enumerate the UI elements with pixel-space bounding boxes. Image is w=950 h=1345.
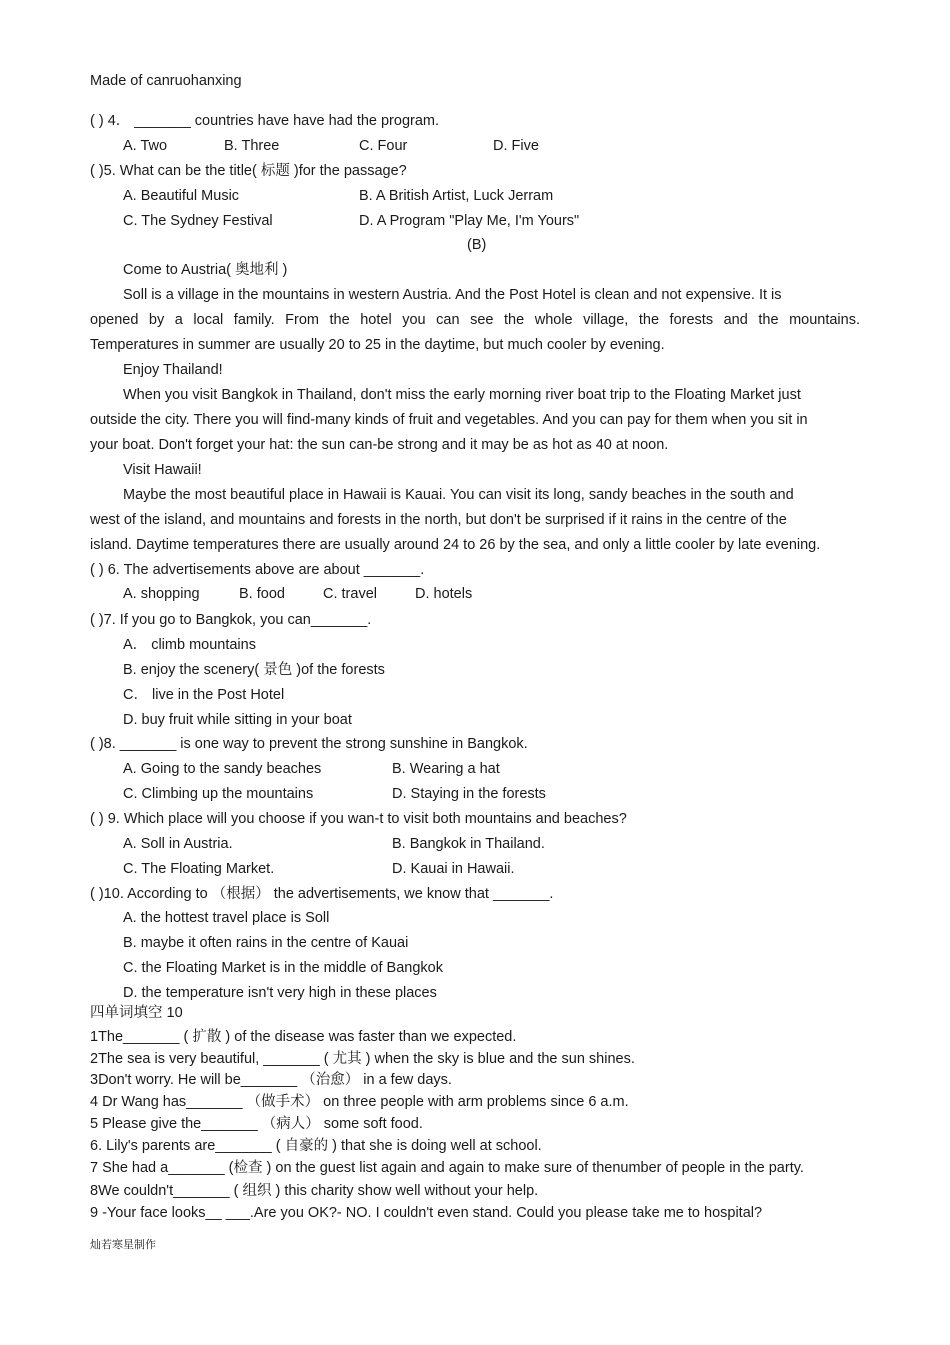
- q7-option-a: A． climb mountains: [123, 637, 256, 653]
- question-10-stem: ( )10. According to （根据） the advertisements, we know that _______.: [90, 886, 554, 902]
- q5-option-b: B. A British Artist, Luck Jerram: [359, 188, 554, 204]
- q9-option-b: B. Bangkok in Thailand.: [392, 836, 545, 852]
- austria-text-line-3: Temperatures in summer are usually 20 to 25 in the daytime, but much cooler by evening.: [90, 337, 665, 353]
- q6-option-c: C. travel: [323, 586, 377, 602]
- q5-option-c: C. The Sydney Festival: [123, 213, 273, 229]
- fill-item-2: 2The sea is very beautiful, _______ ( 尤其 ) when the sky is blue and the sun shines.: [90, 1051, 635, 1067]
- q10-option-d: D. the temperature isn't very high in these places: [123, 985, 437, 1001]
- hawaii-text-line-1: Maybe the most beautiful place in Hawaii is Kauai. You can visit its long, sandy beaches in the south and: [123, 487, 794, 503]
- q10-option-c: C. the Floating Market is in the middle of Bangkok: [123, 960, 443, 976]
- q4-option-b: B. Three: [224, 138, 280, 154]
- fill-item-6: 6. Lily's parents are_______ ( 自豪的 ) that she is doing well at school.: [90, 1138, 542, 1154]
- thailand-title: Enjoy Thailand!: [123, 362, 223, 378]
- austria-text-line-1: Soll is a village in the mountains in western Austria. And the Post Hotel is clean and not expensive. It is: [123, 287, 782, 303]
- section-4-title: 四单词填空 10: [90, 1005, 183, 1021]
- austria-title: Come to Austria( 奥地利 ): [123, 262, 288, 278]
- thailand-text-line-2: outside the city. There you will find-many kinds of fruit and vegetables. And you can pay for them when you sit in: [90, 412, 808, 428]
- austria-text-line-2: opened by a local family. From the hotel you can see the whole village, the forests and the mountains.: [90, 312, 860, 328]
- q9-option-c: C. The Floating Market.: [123, 861, 275, 877]
- fill-item-8: 8We couldn't_______ ( 组织 ) this charity show well without your help.: [90, 1183, 539, 1199]
- thailand-text-line-1: When you visit Bangkok in Thailand, don't miss the early morning river boat trip to the Floating Market just: [123, 387, 801, 403]
- fill-item-4: 4 Dr Wang has_______ （做手术） on three people with arm problems since 6 a.m.: [90, 1094, 629, 1110]
- q7-option-c: C． live in the Post Hotel: [123, 687, 285, 703]
- question-4-stem: ( ) 4． _______ countries have have had the program.: [90, 113, 440, 129]
- q6-option-b: B. food: [239, 586, 285, 602]
- question-5-stem: ( )5. What can be the title( 标题 )for the passage?: [90, 163, 407, 179]
- q8-option-d: D. Staying in the forests: [392, 786, 546, 802]
- q9-option-d: D. Kauai in Hawaii.: [392, 861, 515, 877]
- question-7-stem: ( )7. If you go to Bangkok, you can_______.: [90, 612, 372, 628]
- question-8-stem: ( )8. _______ is one way to prevent the strong sunshine in Bangkok.: [90, 736, 528, 752]
- q8-option-b: B. Wearing a hat: [392, 761, 500, 777]
- q4-option-c: C. Four: [359, 138, 408, 154]
- q7-option-b: B. enjoy the scenery( 景色 )of the forests: [123, 662, 385, 678]
- page-footer: 灿若寒星制作: [90, 1238, 156, 1251]
- section-b-label: (B): [467, 237, 487, 253]
- page-header: Made of canruohanxing: [90, 73, 242, 89]
- fill-item-9: 9 -Your face looks__ ___.Are you OK?- NO. I couldn't even stand. Could you please take me to hospital?: [90, 1205, 763, 1221]
- q6-option-a: A. shopping: [123, 586, 200, 602]
- thailand-text-line-3: your boat. Don't forget your hat: the sun can-be strong and it may be as hot as 40 at noon.: [90, 437, 669, 453]
- q7-option-d: D. buy fruit while sitting in your boat: [123, 712, 352, 728]
- q5-option-a: A. Beautiful Music: [123, 188, 240, 204]
- hawaii-text-line-2: west of the island, and mountains and forests in the north, but don't be surprised if it rains in the centre of the: [90, 512, 787, 528]
- fill-item-3: 3Don't worry. He will be_______ （治愈） in a few days.: [90, 1072, 452, 1088]
- q5-option-d: D. A Program "Play Me, I'm Yours": [359, 213, 580, 229]
- question-9-stem: ( ) 9. Which place will you choose if you wan-t to visit both mountains and beaches?: [90, 811, 627, 827]
- q9-option-a: A. Soll in Austria.: [123, 836, 233, 852]
- fill-item-7: 7 She had a_______ (检查 ) on the guest list again and again to make sure of thenumber of people in the party.: [90, 1160, 804, 1176]
- q6-option-d: D. hotels: [415, 586, 473, 602]
- hawaii-text-line-3: island. Daytime temperatures there are usually around 24 to 26 by the sea, and only a little cooler by late evening.: [90, 537, 821, 553]
- q8-option-a: A. Going to the sandy beaches: [123, 761, 322, 777]
- q10-option-b: B. maybe it often rains in the centre of Kauai: [123, 935, 409, 951]
- fill-item-1: 1The_______ ( 扩散 ) of the disease was faster than we expected.: [90, 1029, 517, 1045]
- hawaii-title: Visit Hawaii!: [123, 462, 202, 478]
- q8-option-c: C. Climbing up the mountains: [123, 786, 314, 802]
- q4-option-d: D. Five: [493, 138, 539, 154]
- q4-option-a: A. Two: [123, 138, 168, 154]
- question-6-stem: ( ) 6. The advertisements above are about _______.: [90, 562, 425, 578]
- q10-option-a: A. the hottest travel place is Soll: [123, 910, 330, 926]
- fill-item-5: 5 Please give the_______ （病人） some soft food.: [90, 1116, 423, 1132]
